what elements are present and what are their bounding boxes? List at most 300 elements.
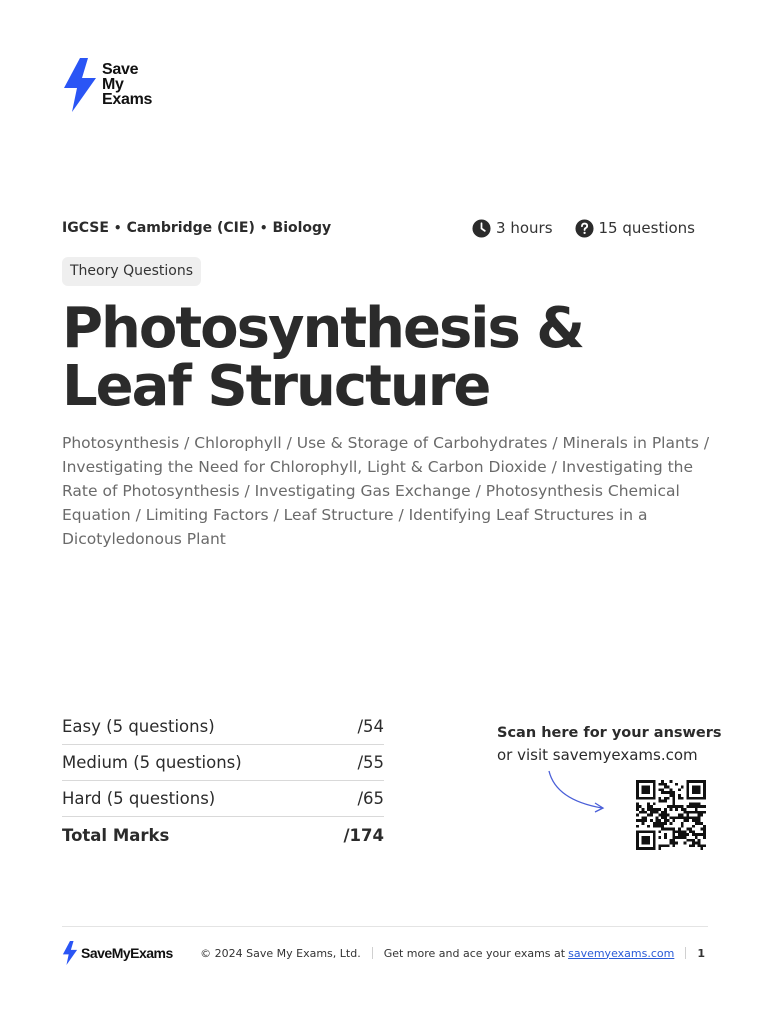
qr-module <box>644 842 647 845</box>
qr-module <box>692 797 695 800</box>
qr-module <box>698 844 701 847</box>
qr-module <box>700 805 703 808</box>
qr-module <box>678 833 681 836</box>
qr-module <box>672 844 675 847</box>
qr-module <box>695 822 698 825</box>
qr-module <box>681 822 684 825</box>
qr-module <box>661 780 664 783</box>
qr-module <box>647 814 650 817</box>
marks-row-medium <box>62 745 384 781</box>
qr-module <box>642 847 645 850</box>
breadcrumb <box>62 220 331 236</box>
qr-module <box>661 828 664 831</box>
qr-module <box>661 811 664 814</box>
qr-module <box>661 825 664 828</box>
duration-text: 3 hours <box>496 219 553 237</box>
question-mark-icon <box>575 219 594 238</box>
qr-module <box>695 811 698 814</box>
qr-module <box>642 819 645 822</box>
qr-module <box>653 783 656 786</box>
qr-module <box>644 819 647 822</box>
questions-stat <box>575 219 695 238</box>
qr-module <box>698 791 701 794</box>
qr-module <box>670 788 673 791</box>
logo-wordmark: Save My Exams <box>102 61 153 108</box>
qr-module <box>672 805 675 808</box>
total-marks-label: Total Marks <box>62 825 170 845</box>
qr-module <box>686 839 689 842</box>
qr-module <box>658 808 661 811</box>
qr-module <box>689 797 692 800</box>
qr-module <box>684 816 687 819</box>
qr-module <box>672 833 675 836</box>
qr-module <box>664 811 667 814</box>
qr-module <box>636 808 639 811</box>
qr-module <box>636 836 639 839</box>
qr-module <box>647 786 650 789</box>
qr-module <box>644 830 647 833</box>
qr-module <box>653 780 656 783</box>
qr-module <box>664 800 667 803</box>
qr-module <box>667 814 670 817</box>
qr-module <box>642 842 645 845</box>
qr-module <box>686 783 689 786</box>
qr-module <box>664 844 667 847</box>
title-line-2: Leaf Structure <box>62 354 490 419</box>
qr-module <box>647 791 650 794</box>
qr-module <box>642 808 645 811</box>
qr-module <box>672 816 675 819</box>
qr-module <box>695 786 698 789</box>
clock-icon <box>472 219 491 238</box>
qr-module <box>636 802 639 805</box>
qr-module <box>653 847 656 850</box>
qr-module <box>653 797 656 800</box>
qr-module <box>692 833 695 836</box>
qr-module <box>644 839 647 842</box>
qr-module <box>656 811 659 814</box>
qr-module <box>681 814 684 817</box>
marks-table <box>62 709 384 853</box>
qr-module <box>636 819 639 822</box>
qr-module <box>703 836 706 839</box>
qr-module <box>681 825 684 828</box>
qr-module <box>661 822 664 825</box>
qr-module <box>700 811 703 814</box>
qr-module <box>675 805 678 808</box>
qr-module <box>653 808 656 811</box>
qr-module <box>653 811 656 814</box>
qr-module <box>653 786 656 789</box>
qr-module <box>700 847 703 850</box>
qr-module <box>672 828 675 831</box>
qr-module <box>692 816 695 819</box>
qr-module <box>692 805 695 808</box>
qr-module <box>703 794 706 797</box>
qr-module <box>672 836 675 839</box>
qr-module <box>644 811 647 814</box>
meta-row <box>62 218 708 238</box>
save-my-exams-logo[interactable] <box>62 58 152 112</box>
qr-module <box>639 830 642 833</box>
qr-module <box>667 791 670 794</box>
qr-module <box>692 780 695 783</box>
footer-info <box>200 947 708 960</box>
qr-module <box>650 819 653 822</box>
qr-module <box>653 791 656 794</box>
qr-module <box>700 780 703 783</box>
qr-module <box>675 816 678 819</box>
qr-module <box>661 844 664 847</box>
qr-module <box>653 842 656 845</box>
page-title <box>62 296 722 419</box>
qr-module <box>650 814 653 817</box>
qr-module <box>639 780 642 783</box>
qr-module <box>636 844 639 847</box>
qr-module <box>703 833 706 836</box>
qr-callout <box>497 722 722 766</box>
qr-module <box>647 842 650 845</box>
qr-module <box>661 800 664 803</box>
qr-module <box>692 786 695 789</box>
qr-module <box>703 844 706 847</box>
qr-module <box>650 808 653 811</box>
qr-module <box>664 786 667 789</box>
qr-module <box>681 808 684 811</box>
qr-module <box>695 797 698 800</box>
qr-module <box>644 836 647 839</box>
qr-module <box>647 825 650 828</box>
duration-stat <box>472 219 552 238</box>
qr-module <box>689 805 692 808</box>
qr-module <box>675 836 678 839</box>
footer-brand: SaveMyExams <box>81 945 173 961</box>
qr-module <box>653 844 656 847</box>
qr-module <box>639 811 642 814</box>
qr-module <box>703 786 706 789</box>
qr-module <box>698 842 701 845</box>
qr-module <box>670 822 673 825</box>
qr-module <box>644 780 647 783</box>
qr-module <box>670 791 673 794</box>
qr-module <box>670 816 673 819</box>
footer-link[interactable]: savemyexams.com <box>568 946 675 960</box>
qr-module <box>642 830 645 833</box>
qr-module <box>642 788 645 791</box>
question-type-badge: Theory Questions <box>62 257 201 286</box>
qr-module <box>703 797 706 800</box>
footer-logo[interactable] <box>62 941 173 965</box>
level-label: IGCSE <box>62 220 109 236</box>
qr-module <box>650 797 653 800</box>
qr-module <box>686 833 689 836</box>
qr-module <box>670 780 673 783</box>
qr-module <box>661 791 664 794</box>
qr-module <box>700 828 703 831</box>
qr-module <box>672 842 675 845</box>
qr-module <box>658 800 661 803</box>
qr-module <box>656 816 659 819</box>
qr-module <box>658 830 661 833</box>
separator: • <box>113 221 122 235</box>
qr-module <box>700 833 703 836</box>
qr-module <box>692 839 695 842</box>
qr-module <box>647 805 650 808</box>
qr-module <box>678 836 681 839</box>
qr-module <box>644 788 647 791</box>
qr-module <box>689 816 692 819</box>
qr-module <box>647 788 650 791</box>
total-marks-value: /174 <box>343 825 384 845</box>
qr-module <box>684 842 687 845</box>
qr-module <box>664 808 667 811</box>
qr-module <box>686 791 689 794</box>
qr-module <box>689 802 692 805</box>
qr-module <box>698 811 701 814</box>
qr-module <box>700 814 703 817</box>
qr-module <box>698 819 701 822</box>
qr-module <box>678 814 681 817</box>
qr-module <box>675 808 678 811</box>
qr-module <box>650 830 653 833</box>
qr-module <box>642 822 645 825</box>
qr-module <box>667 844 670 847</box>
qr-module <box>670 839 673 842</box>
qr-module <box>658 847 661 850</box>
qr-module <box>692 802 695 805</box>
qr-module <box>647 847 650 850</box>
qr-module <box>664 822 667 825</box>
qr-module <box>653 833 656 836</box>
qr-module <box>636 805 639 808</box>
qr-module <box>636 847 639 850</box>
qr-module <box>689 811 692 814</box>
qr-module <box>689 844 692 847</box>
footer-cta: Get more and ace your exams at <box>383 946 566 960</box>
qr-module <box>661 788 664 791</box>
footer <box>62 940 708 966</box>
qr-module <box>678 788 681 791</box>
qr-module <box>644 786 647 789</box>
qr-module <box>703 783 706 786</box>
qr-module <box>700 844 703 847</box>
qr-module <box>658 783 661 786</box>
qr-module <box>681 805 684 808</box>
qr-module <box>636 842 639 845</box>
qr-module <box>667 786 670 789</box>
qr-module <box>698 816 701 819</box>
qr-module <box>703 811 706 814</box>
qr-module <box>670 808 673 811</box>
qr-module <box>636 830 639 833</box>
qr-module <box>672 819 675 822</box>
qr-module <box>698 788 701 791</box>
qr-module <box>647 780 650 783</box>
qr-module <box>695 816 698 819</box>
footer-separator <box>372 947 373 959</box>
qr-module <box>678 816 681 819</box>
qr-code[interactable] <box>634 780 708 850</box>
qr-module <box>698 833 701 836</box>
qr-module <box>647 808 650 811</box>
qr-module <box>656 822 659 825</box>
qr-module <box>644 816 647 819</box>
qr-module <box>644 797 647 800</box>
qr-module <box>681 830 684 833</box>
qr-module <box>664 816 667 819</box>
qr-module <box>686 814 689 817</box>
qr-module <box>684 833 687 836</box>
qr-module <box>639 847 642 850</box>
qr-module <box>672 830 675 833</box>
qr-module <box>656 819 659 822</box>
footer-divider <box>62 926 708 927</box>
qr-module <box>667 828 670 831</box>
qr-module <box>636 791 639 794</box>
qr-module <box>672 794 675 797</box>
qr-module <box>698 822 701 825</box>
qr-module <box>695 805 698 808</box>
qr-module <box>661 816 664 819</box>
qr-module <box>681 833 684 836</box>
footer-separator <box>685 947 686 959</box>
qr-module <box>695 780 698 783</box>
qr-module <box>658 788 661 791</box>
qr-module <box>650 780 653 783</box>
qr-module <box>703 828 706 831</box>
qr-module <box>670 805 673 808</box>
qr-module <box>703 830 706 833</box>
qr-module <box>689 830 692 833</box>
curved-arrow-icon <box>546 768 608 814</box>
marks-row-value: /65 <box>357 789 384 808</box>
qr-module <box>656 825 659 828</box>
qr-module <box>686 816 689 819</box>
marks-row-label: Medium (5 questions) <box>62 753 242 772</box>
qr-module <box>686 786 689 789</box>
qr-module <box>692 830 695 833</box>
qr-module <box>636 786 639 789</box>
qr-module <box>647 839 650 842</box>
qr-module <box>653 836 656 839</box>
marks-row-value: /54 <box>357 717 384 736</box>
qr-module <box>681 797 684 800</box>
qr-module <box>664 819 667 822</box>
qr-module <box>692 825 695 828</box>
marks-row-value: /55 <box>357 753 384 772</box>
qr-module <box>692 844 695 847</box>
qr-module <box>664 833 667 836</box>
qr-module <box>658 844 661 847</box>
qr-module <box>661 814 664 817</box>
qr-module <box>647 797 650 800</box>
qr-module <box>700 822 703 825</box>
qr-module <box>647 830 650 833</box>
qr-module <box>636 783 639 786</box>
qr-module <box>650 811 653 814</box>
qr-module <box>650 847 653 850</box>
qr-module <box>672 791 675 794</box>
qr-module <box>678 794 681 797</box>
subject-label: Biology <box>272 220 332 236</box>
qr-module <box>658 797 661 800</box>
qr-module <box>636 794 639 797</box>
qr-module <box>664 783 667 786</box>
qr-module <box>703 788 706 791</box>
copyright-text: © 2024 Save My Exams, Ltd. <box>200 946 361 960</box>
qr-module <box>678 828 681 831</box>
qr-module <box>686 788 689 791</box>
qr-module <box>692 791 695 794</box>
qr-module <box>664 791 667 794</box>
qr-module <box>672 797 675 800</box>
qr-module <box>653 825 656 828</box>
lightning-bolt-icon <box>62 941 78 965</box>
qr-module <box>636 833 639 836</box>
marks-row-hard <box>62 781 384 817</box>
marks-row-label: Easy (5 questions) <box>62 717 215 736</box>
qr-module <box>695 808 698 811</box>
questions-text: 15 questions <box>598 219 695 237</box>
qr-module <box>698 780 701 783</box>
qr-module <box>672 839 675 842</box>
qr-module <box>670 828 673 831</box>
qr-module <box>658 814 661 817</box>
qr-module <box>692 788 695 791</box>
qr-module <box>695 842 698 845</box>
qr-module <box>678 805 681 808</box>
qr-module <box>698 814 701 817</box>
qr-module <box>672 802 675 805</box>
qr-module <box>695 788 698 791</box>
qr-module <box>636 825 639 828</box>
qr-module <box>698 786 701 789</box>
qr-module <box>686 805 689 808</box>
separator: • <box>259 221 268 235</box>
qr-module <box>642 836 645 839</box>
qr-module <box>656 808 659 811</box>
qr-module <box>653 788 656 791</box>
qr-module <box>692 842 695 845</box>
qr-module <box>695 836 698 839</box>
qr-module <box>658 825 661 828</box>
qr-module <box>647 802 650 805</box>
qr-module <box>639 797 642 800</box>
topic-list: Photosynthesis / Chlorophyll / Use & Storage of Carbohydrates / Minerals in Plants / Investigating the Need for Chlorophyll, Light & Carbon Dioxide / Investigating the Rate of Photosynthesis / Investigating Gas Exchange / Photosynthesis Chemical Equation / Limiting Factors / Leaf Structure / Identifying Leaf Structures in a Dicotyledonous Plant <box>62 434 710 548</box>
qr-module <box>644 847 647 850</box>
qr-module <box>703 780 706 783</box>
qr-module <box>681 836 684 839</box>
qr-module <box>695 819 698 822</box>
qr-module <box>695 833 698 836</box>
qr-module <box>658 822 661 825</box>
qr-module <box>642 816 645 819</box>
qr-module <box>667 797 670 800</box>
qr-module <box>672 800 675 803</box>
qr-module <box>684 830 687 833</box>
qr-module <box>650 805 653 808</box>
qr-module <box>681 816 684 819</box>
qr-module <box>684 808 687 811</box>
qr-module <box>686 811 689 814</box>
title-line-1: Photosynthesis & <box>62 296 584 361</box>
qr-module <box>695 802 698 805</box>
qr-module <box>689 839 692 842</box>
qr-module <box>664 836 667 839</box>
qr-module <box>692 811 695 814</box>
qr-module <box>678 830 681 833</box>
marks-row-total <box>62 817 384 853</box>
